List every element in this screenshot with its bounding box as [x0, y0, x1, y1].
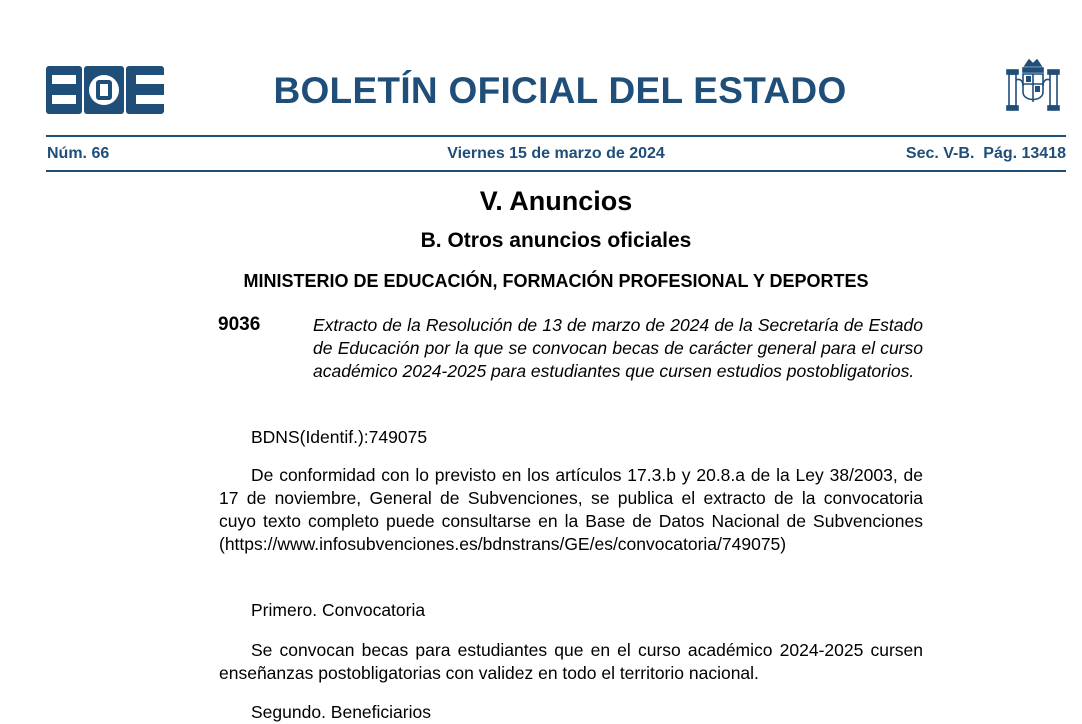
segundo-text: Segundo. Beneficiarios — [251, 702, 431, 722]
section-subtitle: B. Otros anuncios oficiales — [420, 229, 692, 252]
convocan-text: Se convocan becas para estudiantes que en el curso académico 2024-2025 cursen enseñanzas postobligatorias con validez en todo el territorio nacional. — [219, 640, 923, 683]
section-title: V. Anuncios — [479, 186, 633, 216]
conformidad-text: De conformidad con lo previsto en los artículos 17.3.b y 20.8.a de la Ley 38/2003, de 17 de noviembre, General de Subvenciones, se publica el extracto de la convocatoria cuyo texto completo puede consultarse en la Base de Datos Nacional de Subvenciones (https://www.infosubvenciones.es/bdnstrans/GE/es/convocatoria/749075) — [219, 465, 923, 554]
announcement-title: Extracto de la Resolución de 13 de marzo de 2024 de la Secretaría de Estado de Educación por la que se convocan becas de carácter general para el curso académico 2024-2025 para estudiantes que cursen estudios postobligatorios. — [313, 315, 923, 381]
primero-heading — [219, 599, 923, 622]
header-rule-bottom — [46, 170, 1066, 172]
coat-of-arms-icon — [1005, 56, 1061, 116]
convocan-paragraph — [219, 639, 923, 685]
segundo-heading — [219, 701, 923, 724]
masthead-title: BOLETÍN OFICIAL DEL ESTADO — [273, 70, 847, 111]
issue-date: Viernes 15 de marzo de 2024 — [447, 145, 665, 162]
boe-logo — [46, 66, 164, 114]
issue-number: Núm. 66 — [47, 145, 110, 162]
header-rule-top — [46, 135, 1066, 137]
section-page: Sec. V-B. Pág. 13418 — [905, 145, 1066, 162]
announcement-number: 9036 — [218, 314, 261, 335]
bdns-paragraph — [219, 426, 923, 449]
primero-text: Primero. Convocatoria — [251, 600, 426, 620]
ministry-heading: MINISTERIO DE EDUCACIÓN, FORMACIÓN PROFESIONAL Y DEPORTES — [243, 271, 869, 291]
bdns-text: BDNS(Identif.):749075 — [251, 427, 428, 447]
conformidad-paragraph — [219, 464, 923, 556]
